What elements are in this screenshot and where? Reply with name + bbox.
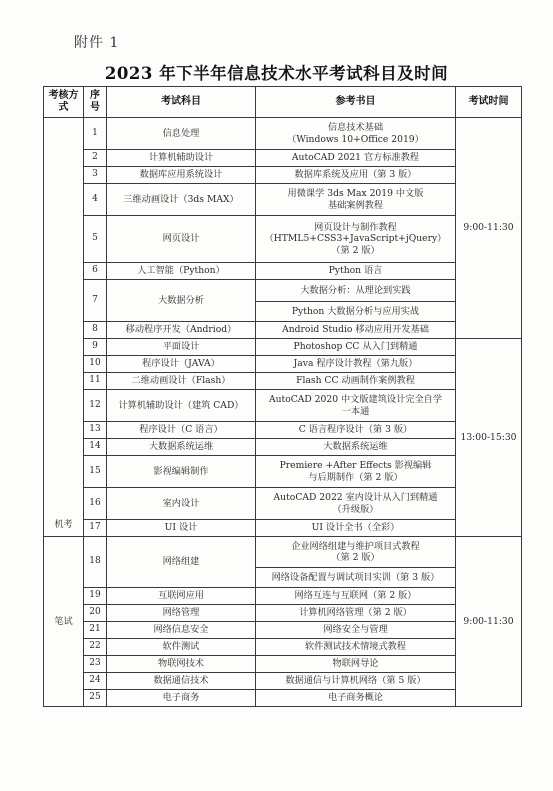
header-seq: 序号	[84, 87, 107, 118]
book-line: Python 大数据分析与应用实战	[291, 305, 420, 317]
book-line: 数据通信与计算机网络（第 5 版）	[285, 675, 426, 687]
seq-cell: 15	[84, 456, 107, 488]
subject-cell: 大数据系统运维	[107, 439, 256, 456]
book-line: 网络互连与互联网（第 2 版）	[294, 590, 417, 602]
book-cell	[256, 150, 456, 167]
subject-cell: 平面设计	[107, 339, 256, 356]
book-line: 网页设计与制作教程	[314, 221, 397, 233]
book-cell	[256, 322, 456, 339]
seq-cell: 12	[84, 390, 107, 422]
annex-label: 附件 1	[74, 35, 120, 51]
book-line: 用微课学 3ds Max 2019 中文版	[287, 188, 424, 199]
table-row	[44, 656, 522, 673]
seq-cell: 11	[84, 373, 107, 390]
book-cell	[256, 184, 456, 216]
header-time: 考试时间	[456, 87, 522, 118]
book-cell	[256, 263, 456, 280]
book-cell	[256, 439, 456, 456]
book-cell	[256, 622, 456, 639]
book-cell	[256, 488, 456, 520]
book-line: 软件测试技术情境式教程	[304, 641, 407, 653]
table-header-row	[44, 87, 522, 118]
table-row	[44, 605, 522, 622]
subject-cell: 网络管理	[107, 605, 256, 622]
seq-cell: 14	[84, 439, 107, 456]
book-cell	[256, 568, 456, 588]
seq-cell: 7	[84, 280, 107, 322]
table-row	[44, 537, 522, 568]
seq-cell: 22	[84, 639, 107, 656]
table-row	[44, 673, 522, 690]
book-cell	[256, 302, 456, 322]
page-title: 2023 年下半年信息技术水平考试科目及时间	[104, 64, 449, 83]
table-row	[44, 263, 522, 280]
subject-cell: 数据通信技术	[107, 673, 256, 690]
table-row	[44, 488, 522, 520]
book-line: 一本通	[341, 405, 370, 417]
subject-cell: 大数据分析	[107, 280, 256, 322]
table-row	[44, 588, 522, 605]
table-row	[44, 390, 522, 422]
table-row	[44, 167, 522, 184]
book-line: （第 2 版）	[331, 244, 380, 256]
book-line: （HTML5+CSS3+JavaScript+jQuery）	[264, 233, 447, 245]
subject-cell: 网络信息安全	[107, 622, 256, 639]
seq-cell: 10	[84, 356, 107, 373]
seq-cell: 9	[84, 339, 107, 356]
table-row	[44, 118, 522, 150]
table-row	[44, 622, 522, 639]
book-cell	[256, 605, 456, 622]
subject-cell: 计算机辅助设计（建筑 CAD）	[107, 390, 256, 422]
seq-cell: 20	[84, 605, 107, 622]
table-row	[44, 150, 522, 167]
seq-cell: 24	[84, 673, 107, 690]
book-line: （Windows 10+Office 2019）	[287, 133, 424, 145]
subject-cell: 人工智能（Python）	[107, 263, 256, 280]
subject-cell: 二维动画设计（Flash）	[107, 373, 256, 390]
table-row	[44, 422, 522, 439]
book-line: Python 语言	[328, 265, 383, 277]
book-line: Android Studio 移动应用开发基础	[282, 324, 429, 336]
subject-cell: 软件测试	[107, 639, 256, 656]
time-morning-2: 9:00-11:30	[456, 537, 522, 707]
seq-cell: 17	[84, 520, 107, 537]
subject-cell: 互联网应用	[107, 588, 256, 605]
table-row	[44, 356, 522, 373]
book-line: 与后期制作（第 2 版）	[308, 471, 403, 483]
book-line: 企业网络组建与维护项目式教程	[291, 540, 420, 552]
seq-cell: 1	[84, 118, 107, 150]
subject-cell: 信息处理	[107, 118, 256, 150]
book-cell	[256, 339, 456, 356]
book-line: 大数据分析：从理论到实践	[300, 284, 411, 296]
table-row	[44, 456, 522, 488]
book-line: 物联网导论	[332, 658, 379, 670]
book-cell	[256, 520, 456, 537]
book-line: 信息技术基础	[327, 122, 384, 133]
book-cell	[256, 280, 456, 302]
book-line: 基础案例教程	[327, 199, 384, 211]
table-row	[44, 373, 522, 390]
time-morning-1: 9:00-11:30	[456, 118, 522, 339]
book-cell	[256, 537, 456, 568]
table-row	[44, 184, 522, 216]
subject-cell: 程序设计（C 语言）	[107, 422, 256, 439]
table-row	[44, 322, 522, 339]
seq-cell: 21	[84, 622, 107, 639]
book-cell	[256, 588, 456, 605]
table-row	[44, 639, 522, 656]
table-row	[44, 690, 522, 707]
subject-cell: 物联网技术	[107, 656, 256, 673]
subject-cell: 数据库应用系统设计	[107, 167, 256, 184]
book-cell	[256, 639, 456, 656]
book-line: 电子商务概论	[327, 692, 384, 704]
subject-cell: 影视编辑制作	[107, 456, 256, 488]
subject-cell: 计算机辅助设计	[107, 150, 256, 167]
book-cell	[256, 422, 456, 439]
book-cell	[256, 690, 456, 707]
book-line: C 语言程序设计（第 3 版）	[298, 424, 413, 436]
header-books: 参考书目	[256, 87, 456, 118]
table-row	[44, 520, 522, 537]
seq-cell: 2	[84, 150, 107, 167]
seq-cell: 3	[84, 167, 107, 184]
seq-cell: 8	[84, 322, 107, 339]
subject-cell: 网络组建	[107, 537, 256, 588]
header-method: 考核方式	[44, 87, 84, 118]
subject-cell: 程序设计（JAVA）	[107, 356, 256, 373]
seq-cell: 25	[84, 690, 107, 707]
table-row	[44, 339, 522, 356]
subject-cell: UI 设计	[107, 520, 256, 537]
book-line: （升级版）	[332, 503, 379, 515]
book-line: 网络安全与管理	[323, 624, 388, 636]
book-line: Photoshop CC 从入门到精通	[293, 341, 418, 353]
seq-cell: 13	[84, 422, 107, 439]
seq-cell: 16	[84, 488, 107, 520]
seq-cell: 6	[84, 263, 107, 280]
seq-cell: 5	[84, 216, 107, 263]
seq-cell: 23	[84, 656, 107, 673]
book-cell	[256, 216, 456, 263]
book-cell	[256, 673, 456, 690]
book-line: 计算机网络管理（第 2 版）	[299, 607, 412, 619]
book-line: Premiere +After Effects 影视编辑	[279, 460, 432, 471]
book-line: Flash CC 动画制作案例教程	[296, 375, 415, 387]
subject-cell: 三维动画设计（3ds MAX）	[107, 184, 256, 216]
book-line: UI 设计全书（全彩）	[311, 522, 400, 534]
book-cell	[256, 656, 456, 673]
table-row	[44, 439, 522, 456]
table-row	[44, 280, 522, 302]
header-subject: 考试科目	[107, 87, 256, 118]
subject-cell: 电子商务	[107, 690, 256, 707]
subject-cell: 室内设计	[107, 488, 256, 520]
time-afternoon: 13:00-15:30	[456, 339, 522, 537]
group-written: 笔试	[44, 537, 84, 707]
book-cell	[256, 167, 456, 184]
book-cell	[256, 118, 456, 150]
book-line: AutoCAD 2021 官方标准教程	[291, 152, 420, 164]
group-machine: 机考	[44, 118, 84, 537]
book-cell	[256, 390, 456, 422]
subject-cell: 网页设计	[107, 216, 256, 263]
seq-cell: 19	[84, 588, 107, 605]
book-cell	[256, 373, 456, 390]
seq-cell: 4	[84, 184, 107, 216]
book-cell	[256, 456, 456, 488]
book-line: （第 2 版）	[331, 552, 380, 563]
seq-cell: 18	[84, 537, 107, 588]
subject-cell: 移动程序开发（Andriod）	[107, 322, 256, 339]
book-line: 大数据系统运维	[323, 441, 388, 453]
table-row	[44, 216, 522, 263]
book-line: Java 程序设计教程（第九版）	[293, 358, 418, 370]
exam-schedule-table	[43, 86, 522, 707]
book-line: 网络设备配置与调试项目实训（第 3 版）	[271, 571, 440, 583]
book-line: 数据库系统及应用（第 3 版）	[294, 169, 417, 181]
book-line: AutoCAD 2022 室内设计从入门到精通	[273, 492, 438, 503]
book-cell	[256, 356, 456, 373]
book-line: AutoCAD 2020 中文版建筑设计完全自学	[268, 394, 443, 405]
